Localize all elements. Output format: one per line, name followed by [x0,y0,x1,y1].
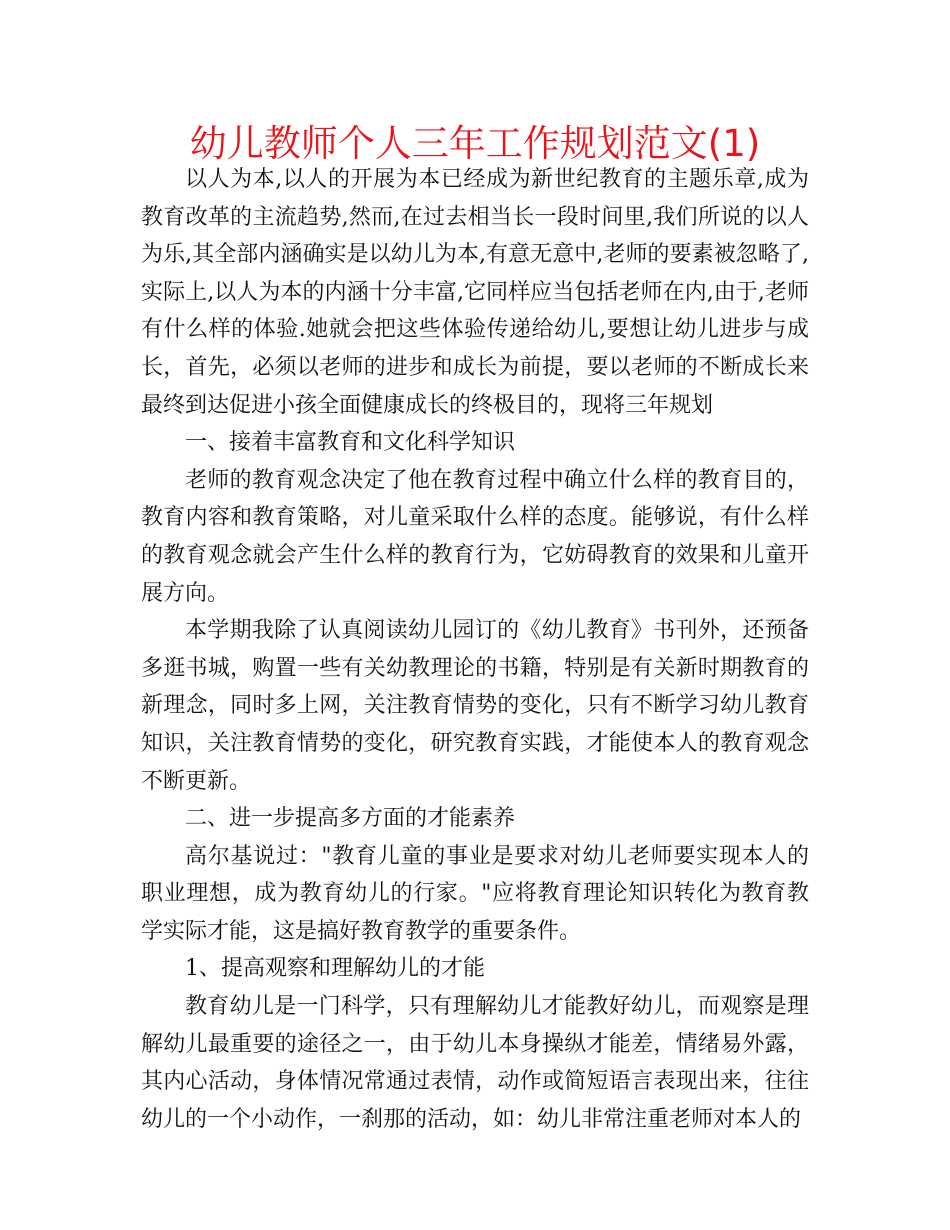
paragraph-gorky-quote: 高尔基说过："教育儿童的事业是要求对幼儿老师要实现本人的职业理想，成为教育幼儿的行家。"应将教育理论知识转化为教育教学实际才能，这是搞好教育教学的重要条件。 [141,843,809,944]
paragraph-observation: 教育幼儿是一门科学，只有理解幼儿才能教好幼儿，而观察是理解幼儿最重要的途径之一，由于幼儿本身操纵才能差，情绪易外露，其内心活动，身体情况常通过表情，动作或简短语言表现出来，往往幼儿的一个小动作，一刹那的活动，如：幼儿非常注重老师对本人的 [141,994,809,1132]
paragraph-intro: 以人为本,以人的开展为本已经成为新世纪教育的主题乐章,成为教育改革的主流趋势,然而,在过去相当长一段时间里,我们所说的以人为乐,其全部内涵确实是以幼儿为本,有意无意中,老师的要素被忽略了,实际上,以人为本的内涵十分丰富,它同样应当包括老师在内,由于,老师有什么样的体验.她就会把这些体验传递给幼儿,要想让幼儿进步与成长，首先，必须以老师的进步和成长为前提，要以老师的不断成长来最终到达促进小孩全面健康成长的终极目的，现将三年规划 [141,167,809,418]
paragraph-education-concept: 老师的教育观念决定了他在教育过程中确立什么样的教育目的，教育内容和教育策略，对儿童采取什么样的态度。能够说，有什么样的教育观念就会产生什么样的教育行为，它妨碍教育的效果和儿童开展方向。 [141,467,809,606]
section-heading-1: 一、接着丰富教育和文化科学知识 [185,430,516,456]
paragraph-study-plan: 本学期我除了认真阅读幼儿园订的《幼儿教育》书刊外，还预备多逛书城，购置一些有关幼教理论的书籍，特别是有关新时期教育的新理念，同时多上网，关注教育情势的变化，只有不断学习幼儿教育知识，关注教育情势的变化，研究教育实践，才能使本人的教育观念不断更新。 [141,618,809,794]
section-heading-2: 二、进一步提高多方面的才能素养 [185,806,516,832]
document-body [141,161,809,1138]
document-title: 幼儿教师个人三年工作规划范文(1) [189,122,761,165]
subsection-heading-1: 1、提高观察和理解幼儿的才能 [185,956,485,982]
